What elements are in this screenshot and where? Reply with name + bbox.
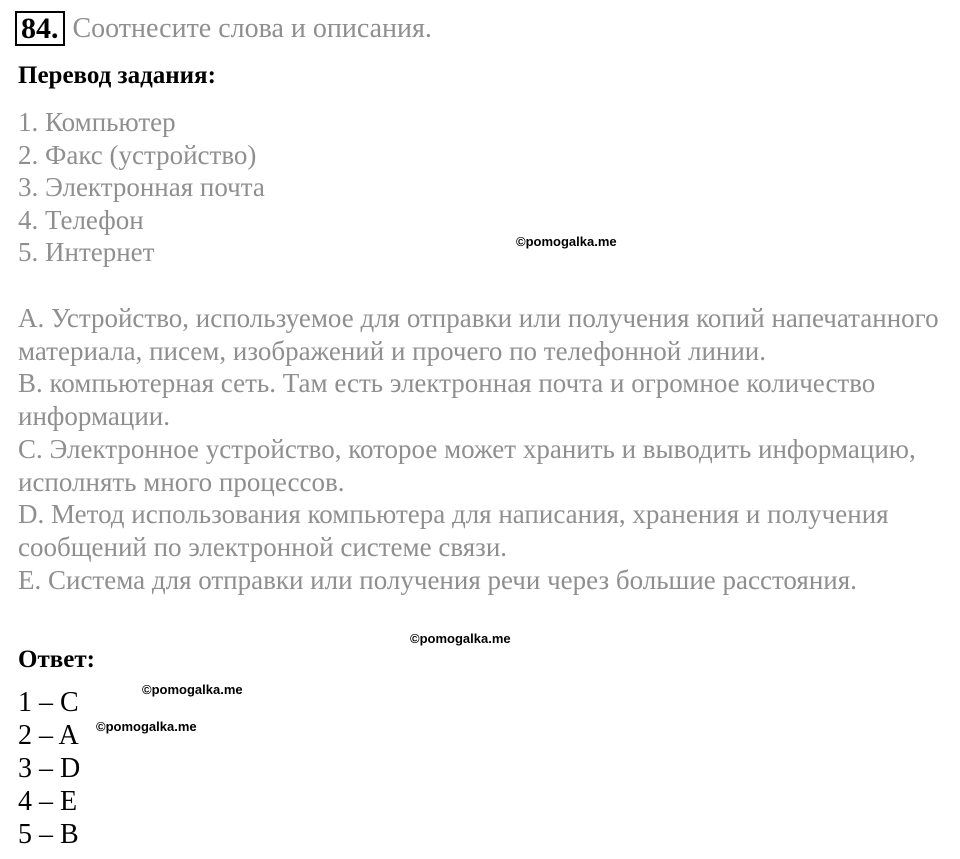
description-item: D. Метод использования компьютера для написания, хранения и получения сообщений по электронной системе связи. [18, 499, 889, 562]
task-number: 84. [15, 11, 65, 46]
watermark: ©pomogalka.me [96, 719, 197, 734]
description-item: A. Устройство, используемое для отправки или получения копий напечатанного материала, писем, изображений и прочего по телефонной линии. [18, 303, 939, 366]
answer-item: 4 – E [18, 786, 78, 817]
description-item: C. Электронное устройство, которое может хранить и выводить информацию, исполнять много процессов. [18, 433, 916, 497]
description-item: B. компьютерная сеть. Там есть электронная почта и огромное количество информации. [18, 368, 876, 432]
description-item: E. Система для отправки или получения речи через большие расстояния. [18, 564, 857, 595]
answer-item: 1 – C [18, 687, 79, 718]
watermark: ©pomogalka.me [142, 682, 243, 697]
answer-heading: Ответ: [18, 646, 95, 673]
task-instruction: Соотнесите слова и описания. [72, 12, 432, 44]
words-list [18, 106, 265, 269]
descriptions-list [18, 302, 953, 596]
answer-item: 3 – D [18, 753, 81, 784]
answer-item: 2 – A [18, 720, 79, 751]
translation-heading: Перевод задания: [18, 62, 216, 89]
word-item: 5. Интернет [18, 237, 155, 267]
watermark: ©pomogalka.me [410, 631, 511, 646]
word-item: 1. Компьютер [18, 107, 176, 137]
word-item: 4. Телефон [18, 204, 144, 235]
word-item: 2. Факс (устройство) [18, 139, 257, 170]
answer-item: 5 – B [18, 819, 79, 850]
watermark: ©pomogalka.me [516, 234, 617, 249]
word-item: 3. Электронная почта [18, 172, 265, 202]
answers-list [18, 686, 80, 851]
task-header [15, 11, 432, 46]
